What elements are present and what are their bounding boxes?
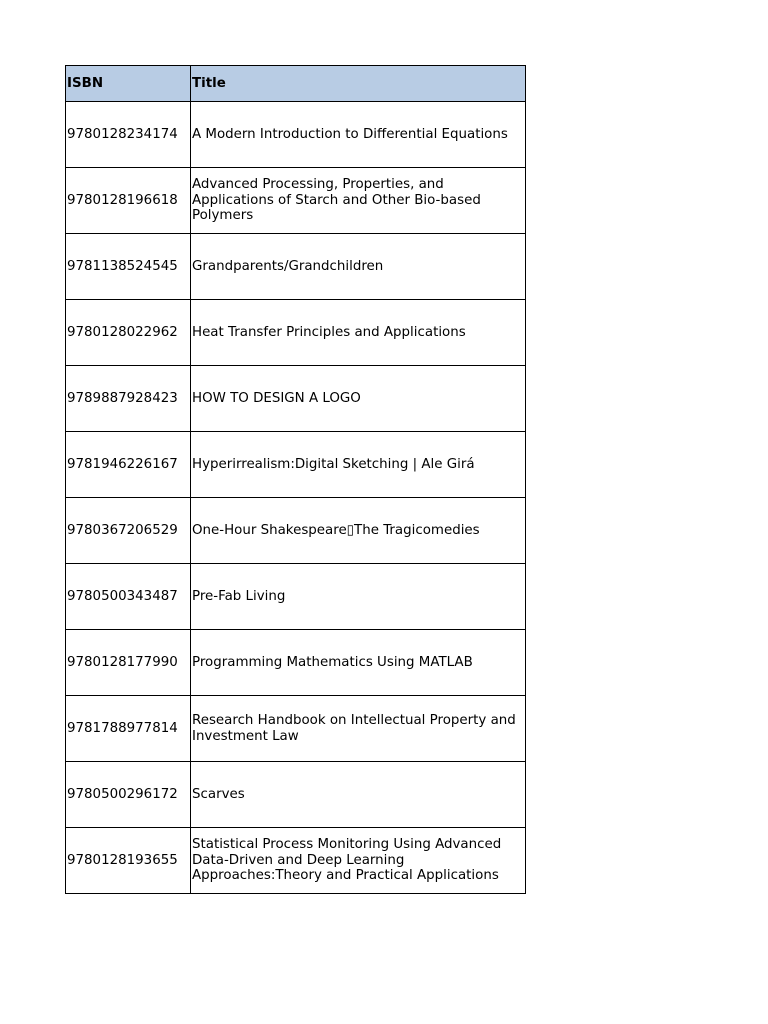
title-cell: One-Hour Shakespeare▯The Tragicomedies bbox=[191, 498, 526, 564]
table-row bbox=[66, 762, 526, 828]
title-cell: Advanced Processing, Properties, and Applications of Starch and Other Bio-based Polymers bbox=[191, 168, 526, 234]
isbn-cell: 9780128193655 bbox=[66, 828, 191, 894]
isbn-cell: 9780128022962 bbox=[66, 300, 191, 366]
title-cell: Research Handbook on Intellectual Property and Investment Law bbox=[191, 696, 526, 762]
isbn-cell: 9780128196618 bbox=[66, 168, 191, 234]
isbn-cell: 9780128234174 bbox=[66, 102, 191, 168]
isbn-cell: 9781946226167 bbox=[66, 432, 191, 498]
title-cell: Hyperirrealism:Digital Sketching | Ale Girá bbox=[191, 432, 526, 498]
table-row bbox=[66, 564, 526, 630]
isbn-cell: 9789887928423 bbox=[66, 366, 191, 432]
title-cell: A Modern Introduction to Differential Equations bbox=[191, 102, 526, 168]
title-column-header: Title bbox=[191, 66, 526, 102]
header-row bbox=[66, 66, 526, 102]
table-row bbox=[66, 168, 526, 234]
title-cell: Pre-Fab Living bbox=[191, 564, 526, 630]
isbn-cell: 9781138524545 bbox=[66, 234, 191, 300]
title-cell: Statistical Process Monitoring Using Advanced Data-Driven and Deep Learning Approaches:Theory and Practical Applications bbox=[191, 828, 526, 894]
title-cell: HOW TO DESIGN A LOGO bbox=[191, 366, 526, 432]
title-cell: Grandparents/Grandchildren bbox=[191, 234, 526, 300]
isbn-cell: 9781788977814 bbox=[66, 696, 191, 762]
isbn-cell: 9780500296172 bbox=[66, 762, 191, 828]
title-cell: Scarves bbox=[191, 762, 526, 828]
isbn-column-header: ISBN bbox=[66, 66, 191, 102]
table-row bbox=[66, 102, 526, 168]
table-row bbox=[66, 366, 526, 432]
isbn-cell: 9780128177990 bbox=[66, 630, 191, 696]
table-row bbox=[66, 432, 526, 498]
table-row bbox=[66, 696, 526, 762]
table-row bbox=[66, 300, 526, 366]
table-row bbox=[66, 828, 526, 894]
book-table bbox=[65, 65, 526, 894]
title-cell: Programming Mathematics Using MATLAB bbox=[191, 630, 526, 696]
title-cell: Heat Transfer Principles and Applications bbox=[191, 300, 526, 366]
table-row bbox=[66, 630, 526, 696]
isbn-cell: 9780367206529 bbox=[66, 498, 191, 564]
isbn-cell: 9780500343487 bbox=[66, 564, 191, 630]
table-row bbox=[66, 498, 526, 564]
table-row bbox=[66, 234, 526, 300]
